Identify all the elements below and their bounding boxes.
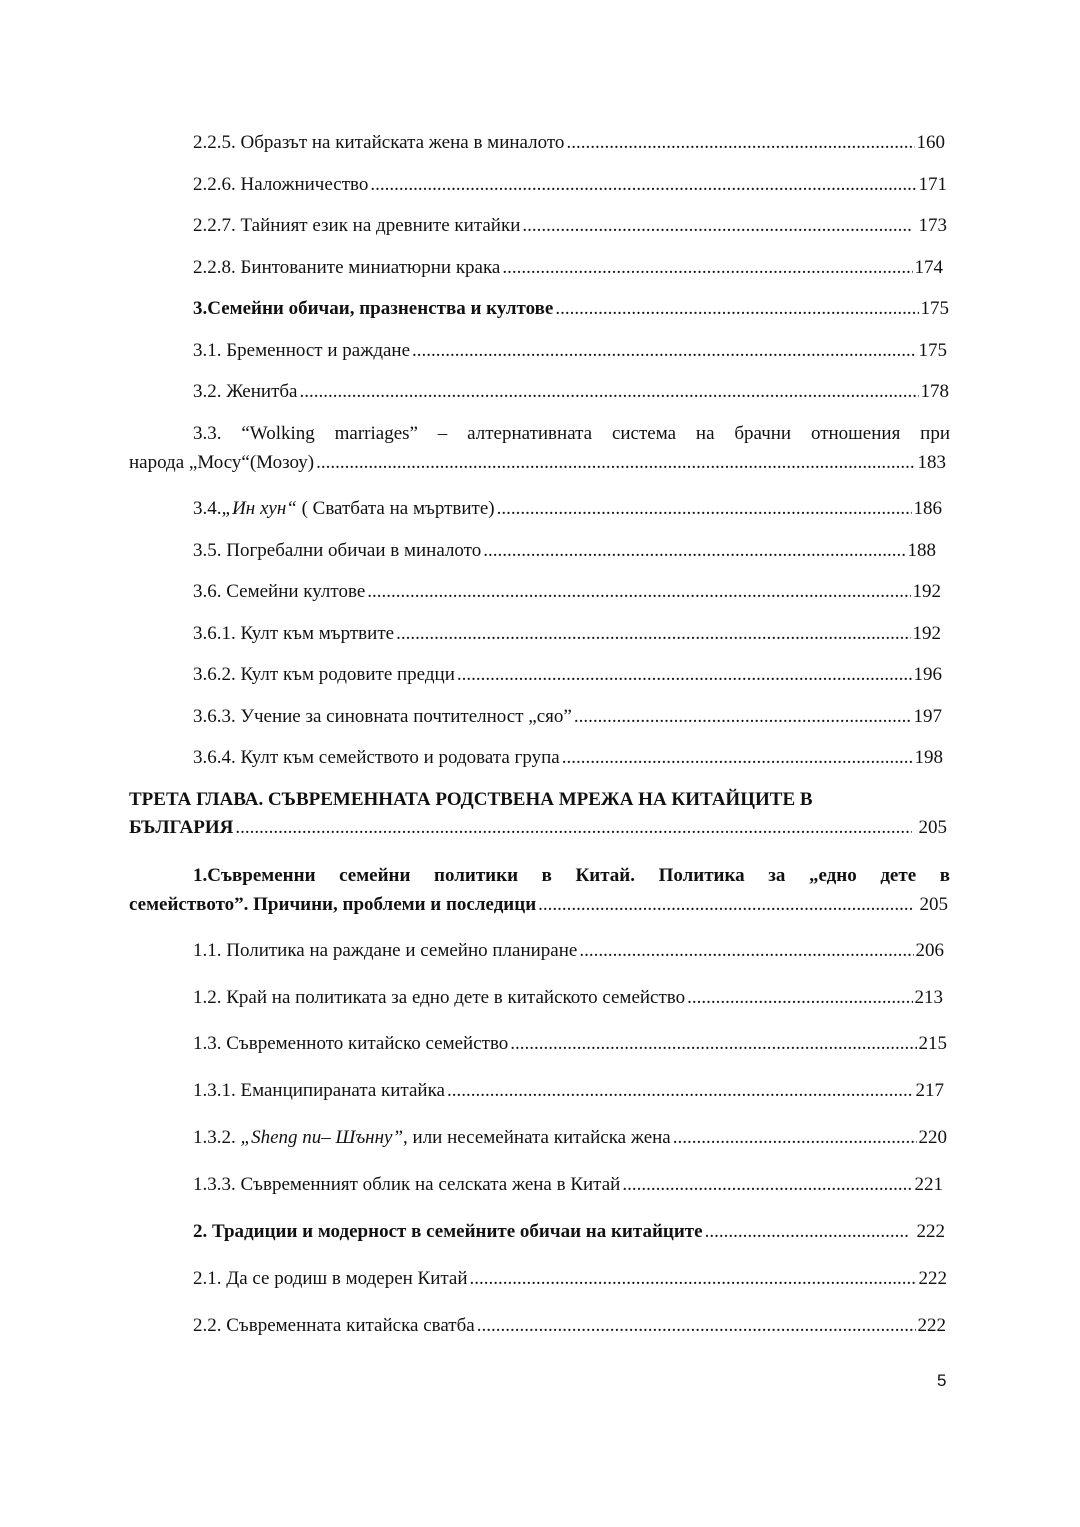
toc-leader-dots (470, 1267, 917, 1290)
toc-leader-dots (299, 380, 918, 403)
toc-leader-dots (622, 1173, 912, 1196)
toc-entry-3-3-line1 (193, 422, 950, 445)
toc-entry-title: 2.2. Съвременната китайска сватба (193, 1315, 475, 1336)
toc-entry-3-1 (193, 339, 947, 362)
toc-page-number: 183 (917, 452, 946, 473)
toc-entry-title (193, 497, 495, 520)
toc-leader-dots (574, 705, 912, 728)
toc-page-number: 198 (914, 747, 943, 768)
toc-entry-title: 3.6.4. Култ към семейството и родовата група (193, 747, 560, 768)
toc-entry-3-5 (193, 539, 936, 562)
toc-entry-title: 3.6. Семейни култове (193, 581, 366, 602)
toc-entry-title: 1.1. Политика на раждане и семейно планиране (193, 940, 578, 961)
toc-leader-dots (522, 214, 911, 237)
toc-page-number: 220 (918, 1127, 947, 1148)
toc-entry-1-3 (193, 1032, 947, 1055)
toc-entry-title: 3.6.3. Учение за синовната почтителност „сяо” (193, 706, 572, 727)
toc-entry-3-4 (193, 497, 942, 520)
toc-entry-title: 3.2. Женитба (193, 381, 298, 402)
toc-page-number: 174 (914, 257, 943, 278)
toc-part-1-line1 (193, 864, 950, 887)
toc-leader-dots (457, 663, 912, 686)
toc-entry-title (193, 1126, 671, 1149)
toc-entry-title: 2.2.8. Бинтованите миниатюрни крака (193, 257, 501, 278)
toc-leader-dots (396, 622, 910, 645)
page-number: 5 (937, 1371, 947, 1390)
toc-part-1-line2 (129, 893, 948, 916)
toc-page-number: 205 (914, 894, 948, 915)
toc-page-number: 206 (915, 940, 944, 961)
toc-entry-italic-term: „Ин хун“ (221, 498, 297, 519)
toc-page-number: 160 (916, 132, 945, 153)
toc-leader-dots (502, 256, 912, 279)
toc-page-number: 196 (913, 664, 942, 685)
toc-leader-dots (687, 986, 912, 1009)
toc-leader-dots (316, 451, 915, 474)
toc-leader-dots (510, 1032, 916, 1055)
toc-entry-1-3-2 (193, 1126, 947, 1149)
toc-page-number: 217 (915, 1080, 944, 1101)
toc-entry-2-1 (193, 1267, 947, 1290)
toc-page-number: 213 (914, 987, 943, 1008)
toc-page-number: 215 (918, 1033, 947, 1054)
toc-leader-dots (497, 497, 912, 520)
toc-leader-dots (483, 539, 905, 562)
toc-section-title: 3.Семейни обичаи, празненства и култове (193, 298, 554, 319)
toc-page-number: 222 (917, 1315, 946, 1336)
toc-leader-dots (412, 339, 916, 362)
toc-entry-title: 2.2.7. Тайният език на древните китайки (193, 215, 521, 236)
toc-leader-dots (562, 746, 913, 769)
toc-entry-title: 3.6.2. Култ към родовите предци (193, 664, 455, 685)
toc-entry-title: 1.3.1. Еманципираната китайка (193, 1080, 445, 1101)
toc-entry-2-2 (193, 1314, 946, 1337)
toc-leader-dots (673, 1126, 917, 1149)
toc-leader-dots (235, 816, 911, 839)
toc-part-2 (193, 1220, 945, 1243)
toc-entry-rest: , или несемейната китайска жена (403, 1127, 671, 1148)
toc-leader-dots (538, 893, 913, 916)
toc-part-title-cont: семейството”. Причини, проблеми и последици (129, 894, 537, 915)
toc-page-number: 188 (907, 540, 936, 561)
toc-leader-dots (579, 939, 913, 962)
toc-chapter-title: ТРЕТА ГЛАВА. СЪВРЕМЕННАТА РОДСТВЕНА МРЕЖА НА КИТАЙЦИТЕ В (129, 789, 813, 810)
toc-entry-1-3-1 (193, 1079, 944, 1102)
toc-page-number: 178 (920, 381, 949, 402)
toc-entry-title: 3.5. Погребални обичаи в миналото (193, 540, 482, 561)
toc-entry-3-3-line2 (129, 451, 946, 474)
toc-leader-dots (705, 1220, 910, 1243)
toc-page-number: 175 (920, 298, 949, 319)
toc-page-number: 222 (918, 1268, 947, 1289)
toc-entry-3-2 (193, 380, 949, 403)
toc-entry-2-2-5 (193, 131, 945, 154)
toc-chapter-3-line2 (129, 816, 947, 839)
toc-entry-2-2-6 (193, 173, 947, 196)
toc-entry-2-2-7 (193, 214, 947, 237)
toc-entry-3-6-2 (193, 663, 942, 686)
toc-entry-number: 1.3.2. (193, 1127, 241, 1148)
toc-page-number: 192 (912, 623, 941, 644)
toc-entry-3-6-4 (193, 746, 943, 769)
toc-entry-title: 2.2.6. Наложничество (193, 174, 369, 195)
toc-entry-title: 1.3. Съвременното китайско семейство (193, 1033, 509, 1054)
toc-entry-title: 2.1. Да се родиш в модерен Китай (193, 1268, 468, 1289)
toc-leader-dots (370, 173, 916, 196)
toc-entry-title: 3.6.1. Култ към мъртвите (193, 623, 395, 644)
toc-entry-title-cont: народа „Мосу“(Мозоу) (129, 452, 315, 473)
toc-leader-dots (447, 1079, 914, 1102)
toc-leader-dots (555, 297, 918, 320)
toc-page-number: 186 (913, 498, 942, 519)
toc-entry-italic-term: „Sheng nu– Шънну” (240, 1127, 404, 1148)
toc-chapter-3-line1 (129, 788, 949, 811)
toc-part-title: 1.Съвременни семейни политики в Китай. Политика за „едно дете в (193, 865, 950, 886)
toc-entry-rest: ( Сватбата на мъртвите) (296, 498, 495, 519)
toc-entry-number: 3.4. (193, 498, 222, 519)
toc-part-title: 2. Традиции и модерност в семейните обичаи на китайците (193, 1221, 703, 1242)
toc-entry-2-2-8 (193, 256, 943, 279)
toc-entry-3-6 (193, 580, 941, 603)
toc-page-number: 192 (912, 581, 941, 602)
toc-page-number: 222 (911, 1221, 945, 1242)
toc-page-number: 205 (913, 817, 947, 838)
toc-entry-1-3-3 (193, 1173, 943, 1196)
toc-entry-1-2 (193, 986, 943, 1009)
toc-chapter-title-cont: БЪЛГАРИЯ (129, 817, 234, 838)
toc-leader-dots (566, 131, 914, 154)
toc-entry-3-6-3 (193, 705, 942, 728)
toc-page-number: 175 (918, 340, 947, 361)
toc-entry-title: 3.3. “Wolking marriages” – алтернативната система на брачни отношения при (193, 423, 950, 444)
toc-page-number: 171 (918, 174, 947, 195)
toc-section-3 (193, 297, 949, 320)
toc-entry-1-1 (193, 939, 944, 962)
toc-leader-dots (477, 1314, 916, 1337)
toc-entry-title: 1.3.3. Съвременният облик на селската жена в Китай (193, 1174, 621, 1195)
toc-page-number: 173 (913, 215, 947, 236)
toc-leader-dots (367, 580, 910, 603)
toc-entry-title: 3.1. Бременност и раждане (193, 340, 411, 361)
toc-page-number: 197 (913, 706, 942, 727)
toc-page-number: 221 (914, 1174, 943, 1195)
toc-entry-title: 2.2.5. Образът на китайската жена в миналото (193, 132, 565, 153)
toc-entry-title: 1.2. Край на политиката за едно дете в китайското семейство (193, 987, 686, 1008)
toc-entry-3-6-1 (193, 622, 941, 645)
